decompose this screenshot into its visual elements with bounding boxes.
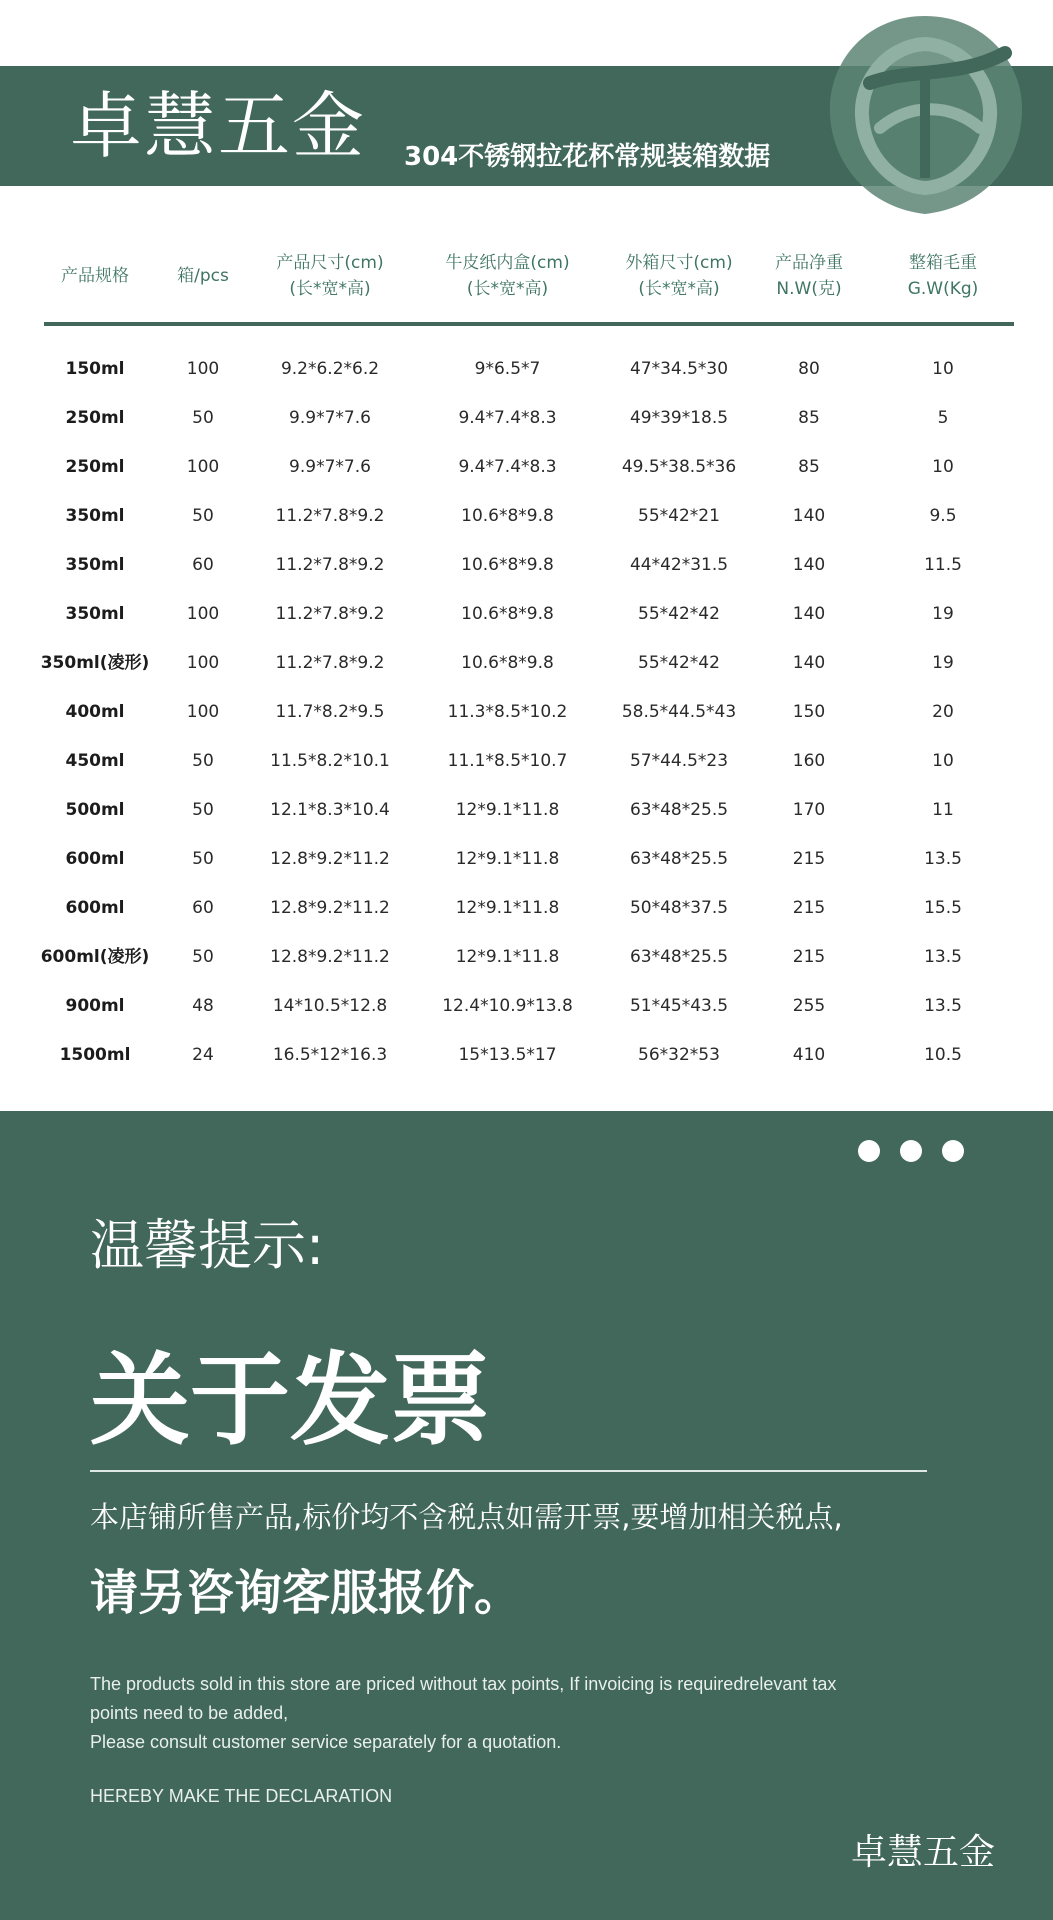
table-row	[0, 933, 1053, 982]
cell-gross-weight: 10.5	[924, 1045, 962, 1065]
cell-outer-box: 55*42*21	[638, 506, 720, 526]
dot-icon	[942, 1140, 964, 1162]
cell-pcs: 60	[192, 898, 214, 918]
cell-inner-box: 12*9.1*11.8	[455, 898, 560, 918]
cell-net-weight: 215	[792, 947, 826, 967]
table-row	[0, 688, 1053, 737]
cell-pcs: 50	[192, 849, 214, 869]
cell-net-weight: 215	[792, 898, 826, 918]
cell-pcs: 50	[192, 408, 214, 428]
cell-product-size: 12.8*9.2*11.2	[270, 898, 390, 918]
cell-pcs: 50	[192, 751, 214, 771]
cell-inner-box: 9*6.5*7	[474, 359, 541, 379]
cell-pcs: 60	[192, 555, 214, 575]
cell-gross-weight: 13.5	[924, 996, 962, 1016]
cell-inner-box: 10.6*8*9.8	[461, 555, 554, 575]
cell-gross-weight: 5	[937, 408, 949, 428]
cell-spec: 150ml	[65, 359, 125, 379]
cell-spec: 600ml(凌形)	[40, 947, 150, 967]
declaration-text: HEREBY MAKE THE DECLARATION	[90, 1786, 393, 1806]
cell-gross-weight: 19	[932, 604, 954, 624]
cell-pcs: 24	[192, 1045, 214, 1065]
cell-inner-box: 10.6*8*9.8	[461, 653, 554, 673]
table-row	[0, 1031, 1053, 1080]
notice-title: 温馨提示:	[90, 1214, 325, 1277]
cell-outer-box: 44*42*31.5	[629, 555, 729, 575]
cell-spec: 1500ml	[59, 1045, 131, 1065]
cell-inner-box: 10.6*8*9.8	[461, 604, 554, 624]
cell-product-size: 11.7*8.2*9.5	[275, 702, 385, 722]
cell-net-weight: 170	[792, 800, 826, 820]
table-row	[0, 786, 1053, 835]
col-header-product-size: 产品尺寸(cm) (长*宽*高)	[276, 253, 384, 299]
cell-outer-box: 55*42*42	[638, 604, 720, 624]
header-subtitle: 304不锈钢拉花杯常规装箱数据	[404, 142, 771, 172]
cell-product-size: 16.5*12*16.3	[272, 1045, 388, 1065]
cell-outer-box: 47*34.5*30	[629, 359, 729, 379]
cell-spec: 350ml	[65, 506, 125, 526]
cell-product-size: 11.5*8.2*10.1	[270, 751, 390, 771]
cell-outer-box: 51*45*43.5	[629, 996, 729, 1016]
cell-product-size: 9.2*6.2*6.2	[280, 359, 380, 379]
cell-pcs: 100	[186, 359, 220, 379]
cell-inner-box: 12*9.1*11.8	[455, 947, 560, 967]
cell-pcs: 48	[192, 996, 214, 1016]
cell-spec: 500ml	[65, 800, 125, 820]
cell-spec: 350ml	[65, 555, 125, 575]
table-header	[0, 250, 1053, 320]
cell-gross-weight: 13.5	[924, 947, 962, 967]
cell-spec: 600ml	[65, 849, 125, 869]
cell-net-weight: 80	[798, 359, 820, 379]
cell-inner-box: 12.4*10.9*13.8	[442, 996, 573, 1016]
cell-gross-weight: 10	[932, 359, 954, 379]
english-note-line: The products sold in this store are priced without tax points, If invoicing is requiredrelevant tax	[90, 1674, 837, 1694]
cell-inner-box: 11.3*8.5*10.2	[447, 702, 568, 722]
col-header-net-weight: 产品净重 N.W(克)	[775, 253, 843, 299]
brand-title: 卓慧五金	[70, 84, 367, 168]
footer-brand: 卓慧五金	[851, 1832, 996, 1873]
cell-inner-box: 12*9.1*11.8	[455, 849, 560, 869]
cell-net-weight: 160	[792, 751, 826, 771]
cell-product-size: 11.2*7.8*9.2	[275, 555, 385, 575]
col-header-gross-weight: 整箱毛重 G.W(Kg)	[907, 253, 979, 299]
cell-net-weight: 150	[792, 702, 826, 722]
cell-spec: 250ml	[65, 408, 125, 428]
cell-product-size: 11.2*7.8*9.2	[275, 604, 385, 624]
table-row	[0, 394, 1053, 443]
table-row	[0, 639, 1053, 688]
cell-spec: 350ml	[65, 604, 125, 624]
cell-product-size: 12.1*8.3*10.4	[270, 800, 390, 820]
cell-inner-box: 9.4*7.4*8.3	[458, 408, 557, 428]
table-row	[0, 884, 1053, 933]
cell-outer-box: 58.5*44.5*43	[621, 702, 737, 722]
leaf-logo-icon	[810, 8, 1040, 223]
dot-icon	[858, 1140, 880, 1162]
cell-gross-weight: 19	[932, 653, 954, 673]
cell-product-size: 11.2*7.8*9.2	[275, 653, 385, 673]
cell-spec: 450ml	[65, 751, 125, 771]
cell-spec: 400ml	[65, 702, 125, 722]
table-row	[0, 345, 1053, 394]
cell-net-weight: 255	[792, 996, 826, 1016]
invoice-note-line2: 请另咨询客服报价。	[90, 1565, 523, 1621]
english-note-line: points need to be added,	[90, 1703, 289, 1723]
table-row	[0, 443, 1053, 492]
cell-pcs: 50	[192, 800, 214, 820]
cell-outer-box: 57*44.5*23	[629, 751, 729, 771]
cell-net-weight: 140	[792, 506, 826, 526]
footer-divider	[90, 1470, 927, 1472]
cell-pcs: 50	[192, 947, 214, 967]
cell-inner-box: 11.1*8.5*10.7	[447, 751, 568, 771]
cell-net-weight: 85	[798, 408, 820, 428]
cell-inner-box: 9.4*7.4*8.3	[458, 457, 557, 477]
cell-outer-box: 63*48*25.5	[629, 849, 729, 869]
table-row	[0, 590, 1053, 639]
english-note-line: Please consult customer service separately for a quotation.	[90, 1732, 562, 1752]
cell-pcs: 100	[186, 653, 220, 673]
cell-gross-weight: 10	[932, 457, 954, 477]
cell-outer-box: 63*48*25.5	[629, 947, 729, 967]
cell-pcs: 50	[192, 506, 214, 526]
cell-outer-box: 55*42*42	[638, 653, 720, 673]
cell-gross-weight: 20	[932, 702, 954, 722]
cell-pcs: 100	[186, 604, 220, 624]
col-header-inner-box: 牛皮纸内盒(cm) (长*宽*高)	[445, 253, 570, 299]
cell-net-weight: 140	[792, 555, 826, 575]
cell-product-size: 12.8*9.2*11.2	[270, 849, 390, 869]
header-divider	[44, 322, 1014, 326]
cell-outer-box: 63*48*25.5	[629, 800, 729, 820]
cell-pcs: 100	[186, 702, 220, 722]
table-row	[0, 492, 1053, 541]
cell-inner-box: 15*13.5*17	[458, 1045, 557, 1065]
table-row	[0, 982, 1053, 1031]
dot-icon	[900, 1140, 922, 1162]
table-row	[0, 835, 1053, 884]
cell-gross-weight: 11	[932, 800, 954, 820]
cell-gross-weight: 10	[932, 751, 954, 771]
col-header-outer-box: 外箱尺寸(cm) (长*宽*高)	[625, 253, 733, 299]
cell-net-weight: 215	[792, 849, 826, 869]
english-note	[90, 1670, 950, 1757]
cell-outer-box: 49.5*38.5*36	[621, 457, 737, 477]
cell-product-size: 12.8*9.2*11.2	[270, 947, 390, 967]
footer-panel	[0, 1111, 1053, 1920]
cell-spec: 250ml	[65, 457, 125, 477]
cell-outer-box: 56*32*53	[638, 1045, 720, 1065]
cell-gross-weight: 15.5	[924, 898, 962, 918]
cell-outer-box: 49*39*18.5	[629, 408, 729, 428]
cell-net-weight: 140	[792, 604, 826, 624]
cell-product-size: 9.9*7*7.6	[289, 408, 371, 428]
cell-gross-weight: 9.5	[929, 506, 957, 526]
cell-inner-box: 12*9.1*11.8	[455, 800, 560, 820]
cell-spec: 900ml	[65, 996, 125, 1016]
cell-net-weight: 85	[798, 457, 820, 477]
cell-product-size: 14*10.5*12.8	[272, 996, 388, 1016]
cell-gross-weight: 13.5	[924, 849, 962, 869]
cell-gross-weight: 11.5	[924, 555, 962, 575]
cell-pcs: 100	[186, 457, 220, 477]
table-row	[0, 737, 1053, 786]
cell-product-size: 11.2*7.8*9.2	[275, 506, 385, 526]
cell-product-size: 9.9*7*7.6	[289, 457, 371, 477]
table-body	[0, 345, 1053, 1080]
cell-spec: 350ml(凌形)	[40, 653, 150, 673]
cell-inner-box: 10.6*8*9.8	[461, 506, 554, 526]
invoice-title: 关于发票	[90, 1342, 490, 1459]
invoice-note-line1: 本店铺所售产品,标价均不含税点如需开票,要增加相关税点,	[90, 1500, 843, 1534]
cell-outer-box: 50*48*37.5	[629, 898, 729, 918]
cell-net-weight: 140	[792, 653, 826, 673]
col-header-spec: 产品规格	[61, 266, 129, 286]
cell-spec: 600ml	[65, 898, 125, 918]
cell-net-weight: 410	[792, 1045, 826, 1065]
table-row	[0, 541, 1053, 590]
col-header-pcs: 箱/pcs	[177, 266, 229, 286]
